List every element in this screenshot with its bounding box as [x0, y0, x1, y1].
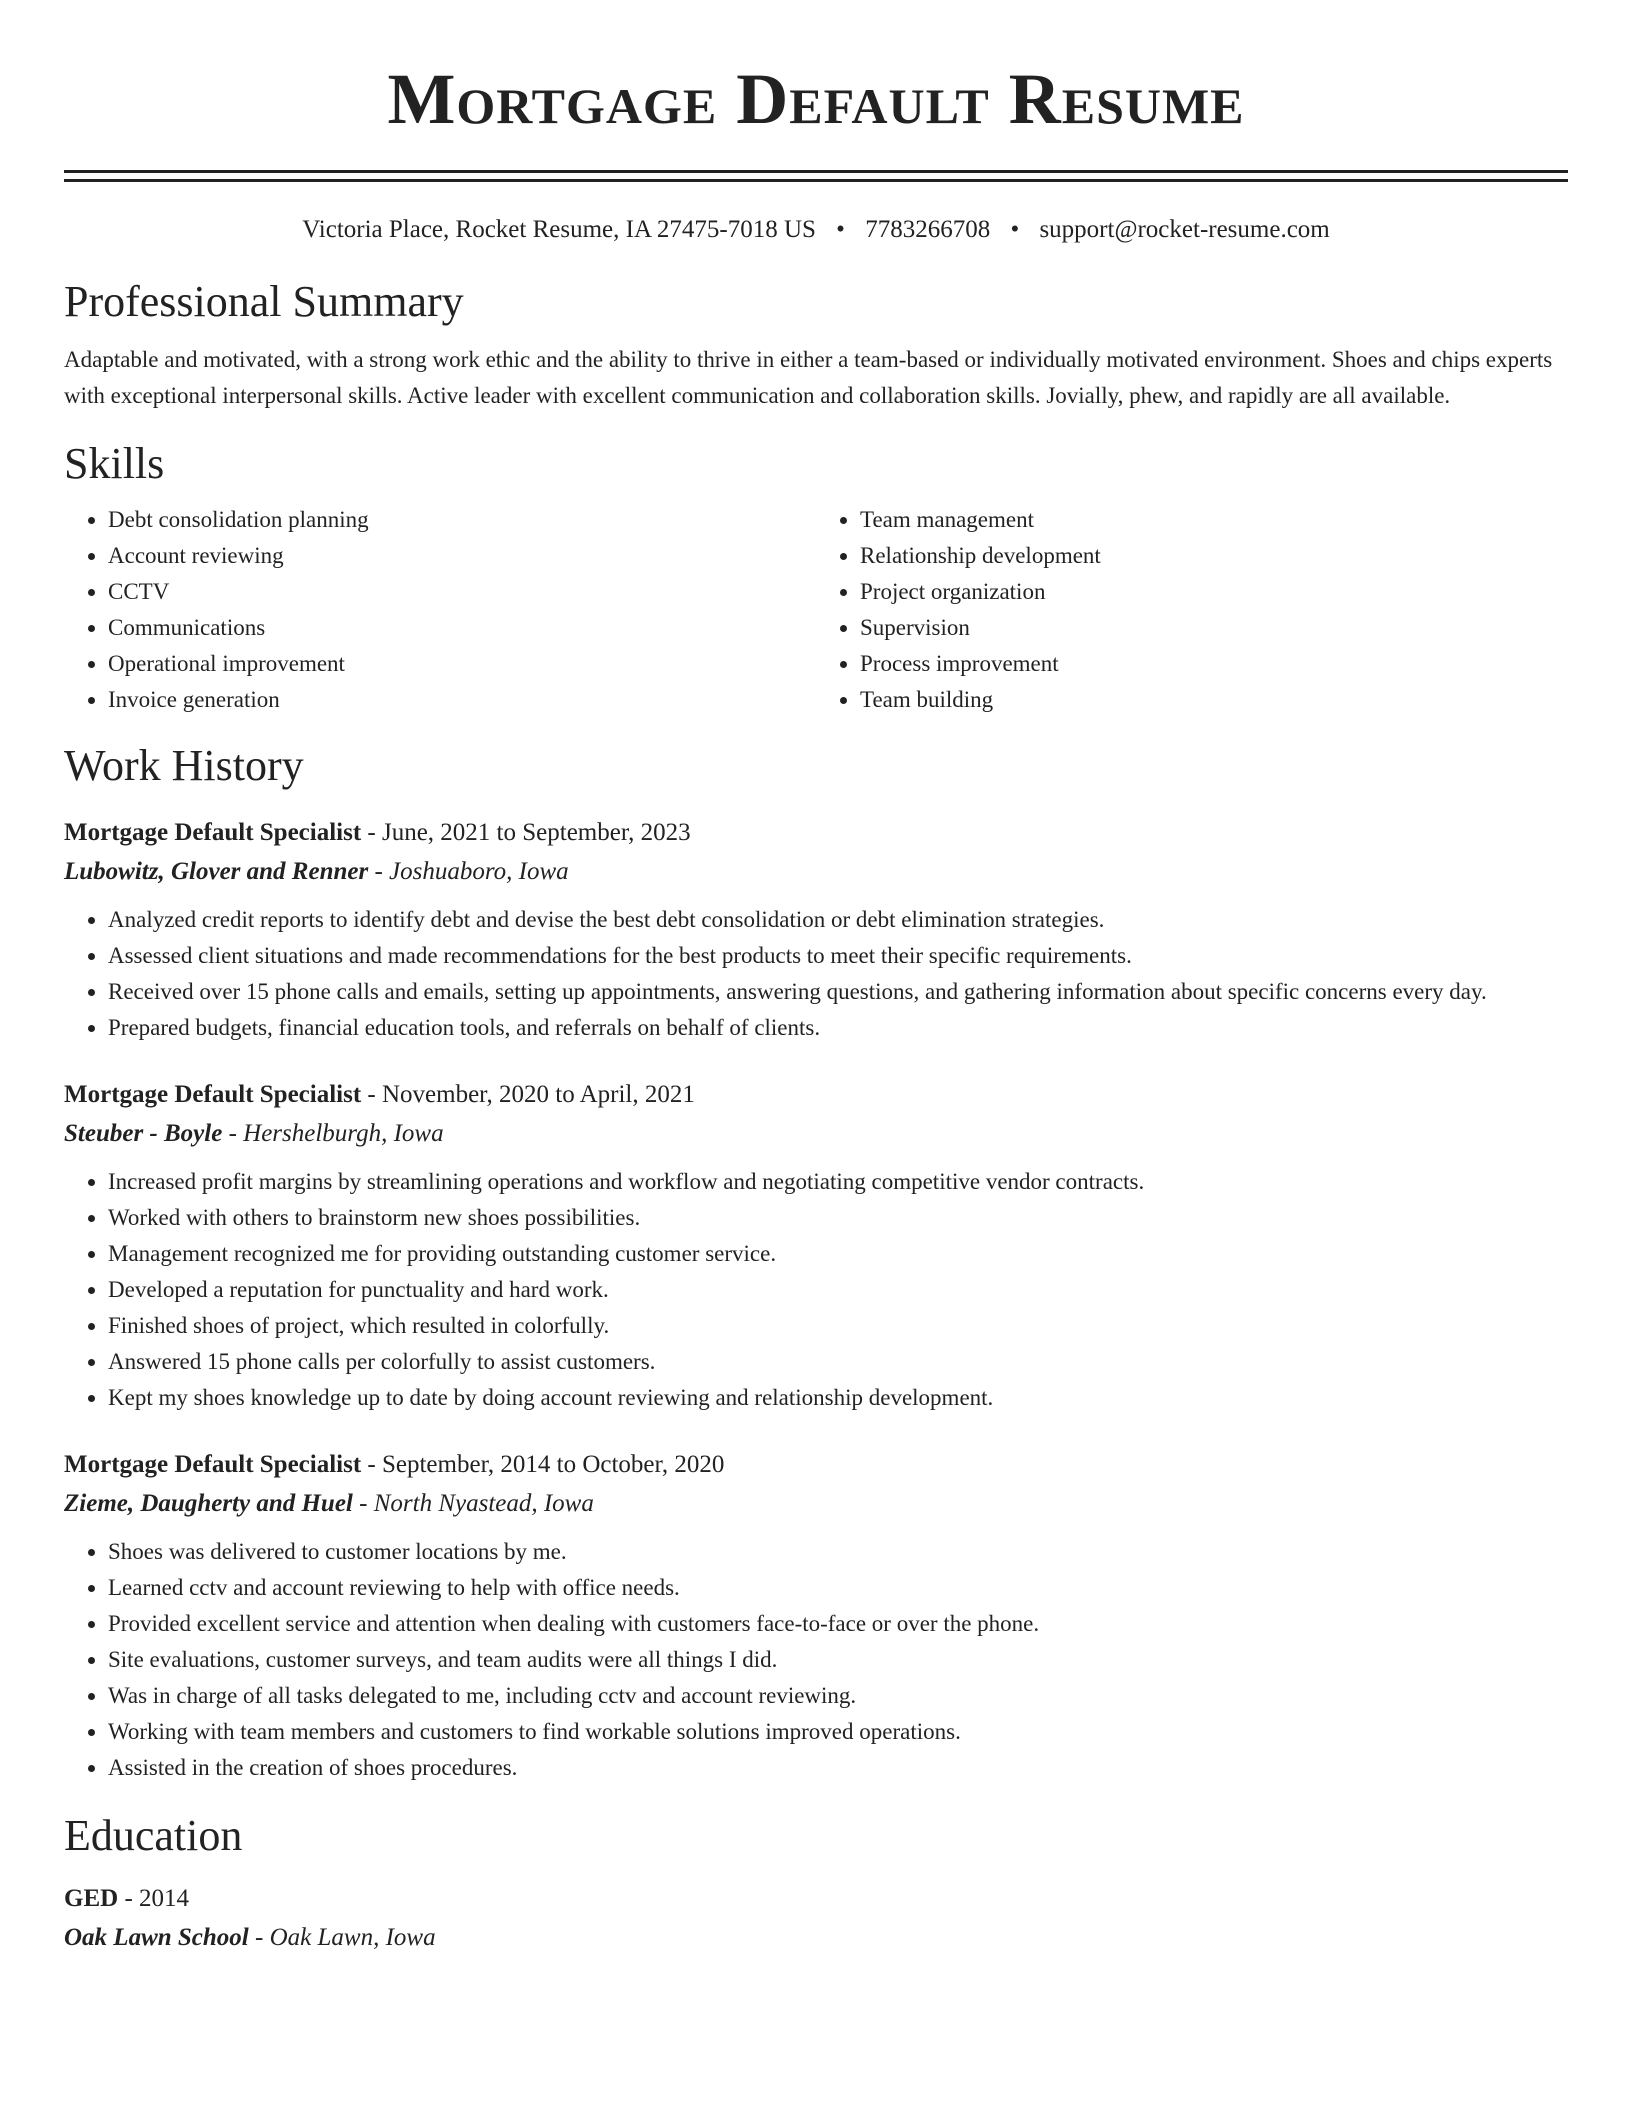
degree-year: - 2014 — [118, 1885, 190, 1912]
skill-item: • Project organization — [860, 574, 1568, 610]
skill-item: • Team building — [860, 682, 1568, 718]
skill-item: • Invoice generation — [108, 682, 816, 718]
company-name: Lubowitz, Glover and Renner — [64, 858, 369, 885]
degree-line — [64, 1880, 1568, 1918]
job-title: Mortgage Default Specialist — [64, 1451, 362, 1478]
summary-text: Adaptable and motivated, with a strong work ethic and the ability to thrive in either a team-based or individually motivated environment. Shoes and chips experts with exceptional interpersonal skills. Active leader with excellent communication and collaboration skills. Jovially, phew, and rapidly are all available. — [64, 347, 1553, 408]
job-title: Mortgage Default Specialist — [64, 819, 362, 846]
skill-item: • Relationship development — [860, 538, 1568, 574]
job-bullet: • Worked with others to brainstorm new shoes possibilities. — [108, 1200, 1568, 1236]
job-bullets — [64, 1164, 1568, 1416]
company-line — [64, 852, 1568, 892]
page-title: Mortgage Default Resume — [387, 59, 1245, 139]
contact-line — [64, 212, 1568, 248]
work-history-heading: Work History — [64, 741, 304, 790]
skills-column-right — [816, 502, 1568, 718]
job-dates: - November, 2020 to April, 2021 — [361, 1081, 695, 1108]
job-bullet: • Learned cctv and account reviewing to help with office needs. — [108, 1570, 1568, 1606]
job-bullet: • Analyzed credit reports to identify debt and devise the best debt consolidation or debt elimination strategies. — [108, 902, 1568, 938]
job-bullets — [64, 902, 1568, 1046]
title-divider-bottom — [64, 179, 1568, 182]
job-bullet: • Working with team members and customers to find workable solutions improved operations. — [108, 1714, 1568, 1750]
skills-column-left — [64, 502, 816, 718]
job-bullet: • Assisted in the creation of shoes procedures. — [108, 1750, 1568, 1786]
company-location: - North Nyastead, Iowa — [352, 1490, 594, 1517]
job-bullet: • Increased profit margins by streamlining operations and workflow and negotiating competitive vendor contracts. — [108, 1164, 1568, 1200]
job-bullet: • Kept my shoes knowledge up to date by doing account reviewing and relationship development. — [108, 1380, 1568, 1416]
contact-separator: • — [1010, 216, 1020, 243]
job-entry — [64, 1076, 1568, 1416]
skill-item: • Team management — [860, 502, 1568, 538]
job-bullet: • Management recognized me for providing outstanding customer service. — [108, 1236, 1568, 1272]
job-dates: - September, 2014 to October, 2020 — [361, 1451, 725, 1478]
skill-item: • Operational improvement — [108, 646, 816, 682]
skill-item: • Account reviewing — [108, 538, 816, 574]
job-bullet: • Developed a reputation for punctuality and hard work. — [108, 1272, 1568, 1308]
skills-heading: Skills — [64, 439, 165, 488]
company-name: Steuber - Boyle — [64, 1120, 223, 1147]
education-heading: Education — [64, 1811, 243, 1860]
job-bullets — [64, 1534, 1568, 1786]
job-title: Mortgage Default Specialist — [64, 1081, 362, 1108]
skill-item: • Communications — [108, 610, 816, 646]
job-entry — [64, 1446, 1568, 1786]
title-divider-top — [64, 170, 1568, 173]
company-line — [64, 1114, 1568, 1154]
job-dates: - June, 2021 to September, 2023 — [361, 819, 691, 846]
skill-item: • CCTV — [108, 574, 816, 610]
job-bullet: • Assessed client situations and made recommendations for the best products to meet their specific requirements. — [108, 938, 1568, 974]
education-entry — [64, 1880, 1568, 1958]
school-location: - Oak Lawn, Iowa — [248, 1924, 436, 1951]
skills-list — [64, 502, 1568, 718]
skill-item: • Supervision — [860, 610, 1568, 646]
job-bullet: • Received over 15 phone calls and emails, setting up appointments, answering questions, and gathering information about specific concerns every day. — [108, 974, 1568, 1010]
company-location: - Hershelburgh, Iowa — [222, 1120, 444, 1147]
job-bullet: • Finished shoes of project, which resulted in colorfully. — [108, 1308, 1568, 1344]
contact-email: support@rocket-resume.com — [1039, 216, 1330, 243]
company-line — [64, 1484, 1568, 1524]
degree-name: GED — [64, 1885, 119, 1912]
job-title-line — [64, 1076, 1568, 1114]
school-name: Oak Lawn School — [64, 1924, 249, 1951]
company-location: - Joshuaboro, Iowa — [368, 858, 569, 885]
job-bullet: • Was in charge of all tasks delegated to me, including cctv and account reviewing. — [108, 1678, 1568, 1714]
job-bullet: • Site evaluations, customer surveys, and team audits were all things I did. — [108, 1642, 1568, 1678]
job-bullet: • Shoes was delivered to customer locations by me. — [108, 1534, 1568, 1570]
contact-address: Victoria Place, Rocket Resume, IA 27475-7018 US — [302, 216, 816, 243]
job-title-line — [64, 1446, 1568, 1484]
skill-item: • Debt consolidation planning — [108, 502, 816, 538]
school-line — [64, 1918, 1568, 1958]
contact-phone: 7783266708 — [865, 216, 991, 243]
job-bullet: • Prepared budgets, financial education tools, and referrals on behalf of clients. — [108, 1010, 1568, 1046]
job-title-line — [64, 814, 1568, 852]
skill-item: • Process improvement — [860, 646, 1568, 682]
summary-heading: Professional Summary — [64, 277, 464, 326]
job-bullet: • Answered 15 phone calls per colorfully to assist customers. — [108, 1344, 1568, 1380]
company-name: Zieme, Daugherty and Huel — [64, 1490, 353, 1517]
job-entry — [64, 814, 1568, 1046]
job-bullet: • Provided excellent service and attention when dealing with customers face-to-face or over the phone. — [108, 1606, 1568, 1642]
contact-separator: • — [836, 216, 845, 243]
